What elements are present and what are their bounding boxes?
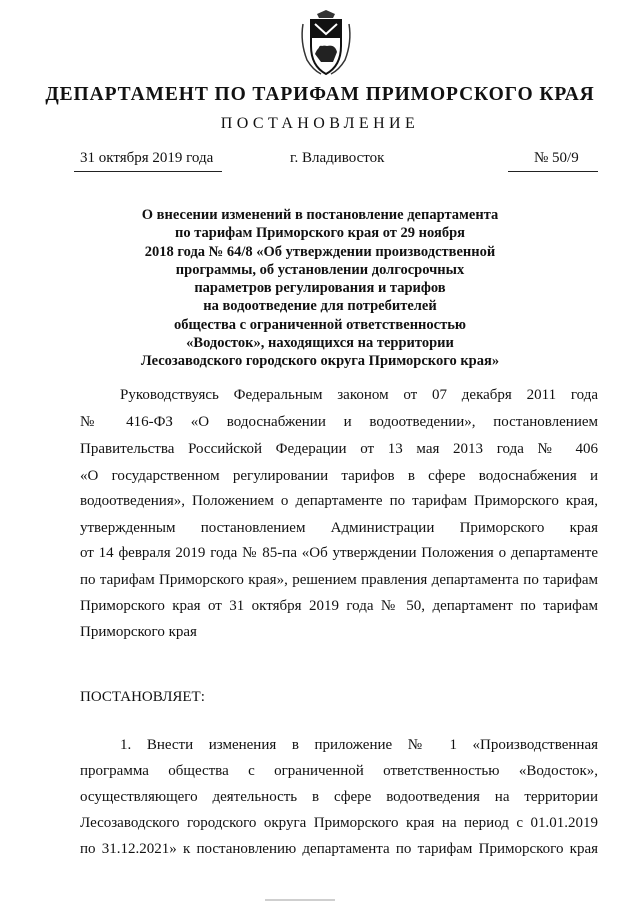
title-line: 2018 года № 64/8 «Об утверждении производственной: [144, 243, 496, 260]
item-line: 1. Внести изменения в приложение № 1 «Производственная: [120, 737, 598, 753]
coat-of-arms-emblem: [297, 10, 355, 78]
title-line: О внесении изменений в постановление департамента: [141, 207, 499, 223]
preamble-line: водоотведения», Положением о департаменте по тарифам Приморского края,: [80, 493, 598, 509]
document-city: г. Владивосток: [290, 150, 385, 166]
item-line: Лесозаводского городского округа Приморского края на период с 01.01.2019: [80, 815, 598, 831]
document-number: № 50/9: [534, 150, 579, 166]
title-line: на водоотведение для потребителей: [203, 298, 437, 315]
document-title: [70, 206, 570, 371]
title-line: «Водосток», находящихся на территории: [186, 335, 454, 352]
preamble-line: от 14 февраля 2019 года № 85-па «Об утверждении Положения о департаменте: [80, 545, 598, 561]
preamble-line: Приморского края от 31 октября 2019 года № 50, департамент по тарифам: [80, 598, 598, 614]
document-type: ПОСТАНОВЛЕНИЕ: [220, 115, 420, 132]
preamble-line: Приморского края: [80, 624, 197, 640]
preamble-line: «О государственном регулировании тарифов в сфере водоснабжения и: [80, 468, 598, 484]
date-underline: [74, 171, 222, 172]
title-line: общества с ограниченной ответственностью: [174, 316, 466, 333]
item-line: по 31.12.2021» к постановлению департамента по тарифам Приморского края: [80, 841, 598, 857]
title-line: Лесозаводского городского округа Приморского края»: [140, 353, 500, 370]
document-date: 31 октября 2019 года: [80, 150, 214, 166]
number-underline: [508, 171, 598, 172]
preamble-line: № 416-ФЗ «О водоснабжении и водоотведении», постановлением: [80, 414, 598, 430]
title-line: по тарифам Приморского края от 29 ноября: [174, 225, 466, 242]
scan-artifact: [265, 899, 335, 901]
preamble-line: утвержденным постановлением Администрации Приморского края: [80, 520, 598, 536]
item-line: программа общества с ограниченной ответственностью «Водосток»,: [80, 763, 598, 779]
department-name: ДЕПАРТАМЕНТ ПО ТАРИФАМ ПРИМОРСКОГО КРАЯ: [45, 84, 595, 105]
preamble-line: по тарифам Приморского края», решением правления департамента по тарифам: [80, 572, 598, 588]
title-line: параметров регулирования и тарифов: [194, 280, 446, 297]
title-line: программы, об установлении долгосрочных: [175, 261, 465, 278]
item-line: осуществляющего деятельность в сфере водоотведения на территории: [80, 789, 598, 805]
preamble-line: Правительства Российской Федерации от 13 мая 2013 года № 406: [80, 441, 598, 457]
preamble-line: Руководствуясь Федеральным законом от 07 декабря 2011 года: [120, 387, 598, 403]
resolves-heading: ПОСТАНОВЛЯЕТ:: [80, 689, 205, 705]
